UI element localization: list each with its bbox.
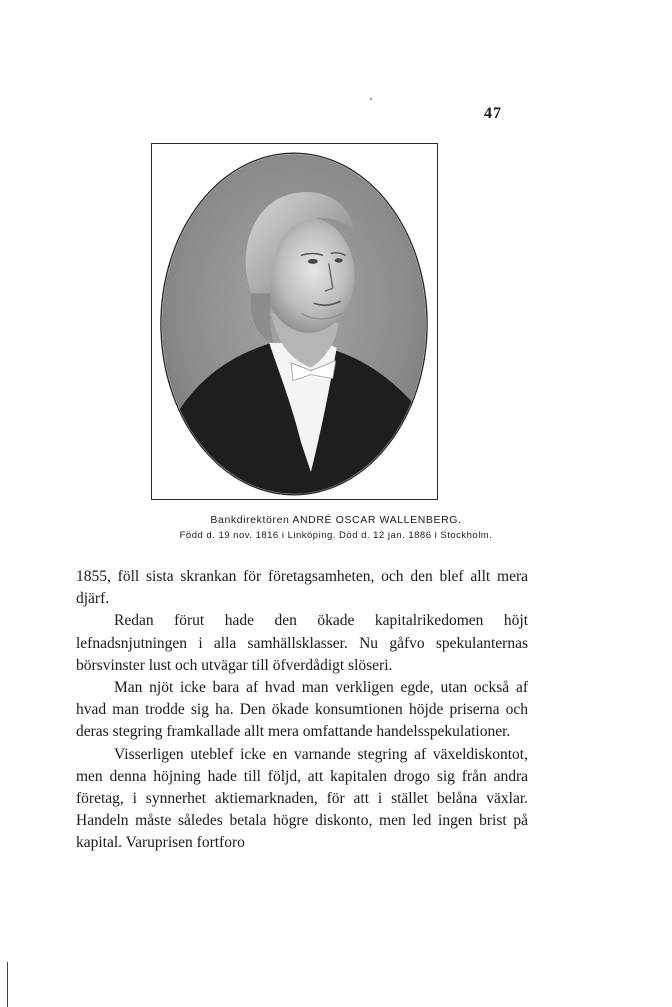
paragraph-2: Redan förut hade den ökade kapitalrikedomen höjt lefnadsnjutningen i alla samhällsklasser. Nu gåfvo spekulanternas börsvinster lust och utvägar till öfverdådigt slöseri. [76,612,528,674]
paragraph-1: 1855, föll sista skrankan för företagsamheten, och den blef allt mera djärf. [76,568,528,608]
paragraph-3: Man njöt icke bara af hvad man verkligen egde, utan också af hvad man trodde sig ha. Den ökade konsumtionen höjde priserna och deras stegring framkallade allt mera omfattande handelsspekulationer. [76,679,528,741]
paragraph-4: Visserligen uteblef icke en varnande stegring af växeldiskontot, men denna höjning hade till följd, att kapitalen drogo sig från andra företag, i synnerhet aktiemarknaden, för att i stället belåna växlar. Handeln måste således betala högre diskonto, men led ingen brist på kapital. Varuprisen fortforo [76,745,528,852]
body-text [76,566,528,855]
engraved-portrait-icon [152,144,437,499]
speck [370,98,372,100]
portrait-frame [151,143,438,500]
margin-mark [7,962,8,1007]
caption-dates: Född d. 19 nov. 1816 i Linköping. Död d. 12 jan. 1886 i Stockholm. [179,530,493,541]
caption-title: Bankdirektören ANDRÉ OSCAR WALLENBERG. [210,514,462,526]
page-number: 47 [484,105,502,122]
